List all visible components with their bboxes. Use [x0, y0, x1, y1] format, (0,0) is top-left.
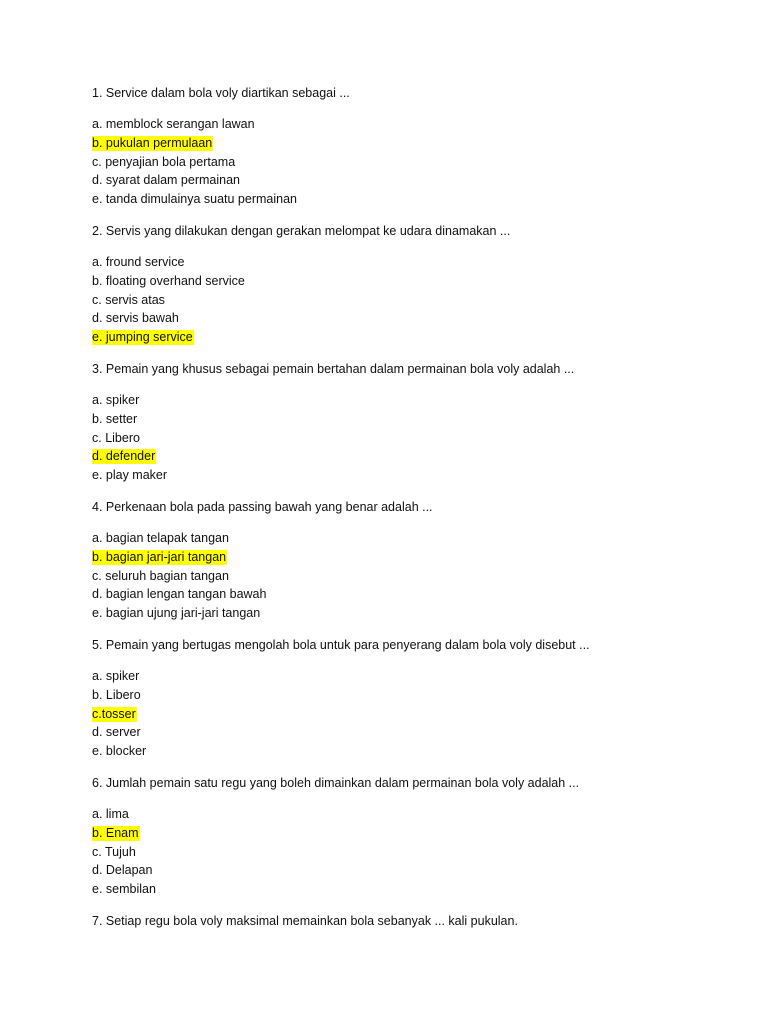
question-block-5 — [92, 636, 732, 761]
option-a: a. spiker — [92, 668, 140, 683]
answer-options — [92, 115, 732, 209]
option-d: d. bagian lengan tangan bawah — [92, 587, 267, 602]
option-b: b. floating overhand service — [92, 273, 245, 288]
option-b-highlighted: b. bagian jari-jari tangan — [92, 549, 227, 564]
answer-options — [92, 391, 732, 485]
question-text: 1. Service dalam bola voly diartikan sebagai ... — [92, 86, 350, 100]
question-text: 6. Jumlah pemain satu regu yang boleh dimainkan dalam permainan bola voly adalah ... — [92, 775, 580, 790]
option-d: d. Delapan — [92, 863, 153, 878]
question-text: 2. Servis yang dilakukan dengan gerakan melompat ke udara dinamakan ... — [92, 223, 511, 238]
option-c: c. penyajian bola pertama — [92, 154, 236, 169]
option-b-highlighted: b. pukulan permulaan — [92, 135, 213, 150]
option-c: c. servis atas — [92, 292, 165, 307]
option-c-highlighted: c.tosser — [92, 706, 136, 721]
option-d: d. syarat dalam permainan — [92, 173, 240, 188]
question-text: 7. Setiap regu bola voly maksimal memainkan bola sebanyak ... kali pukulan. — [92, 913, 518, 928]
option-c: c. Tujuh — [92, 844, 136, 859]
question-text: 3. Pemain yang khusus sebagai pemain bertahan dalam permainan bola voly adalah ... — [92, 361, 575, 376]
option-c: c. Libero — [92, 430, 140, 445]
option-a: a. bagian telapak tangan — [92, 530, 229, 545]
option-e: e. blocker — [92, 744, 147, 759]
option-e: e. play maker — [92, 468, 168, 483]
answer-options — [92, 529, 732, 623]
option-b: b. Libero — [92, 687, 141, 702]
option-c: c. seluruh bagian tangan — [92, 568, 229, 583]
option-d: d. server — [92, 725, 141, 740]
question-block-2 — [92, 222, 732, 347]
option-a: a. lima — [92, 806, 129, 821]
answer-options — [92, 667, 732, 761]
question-block-1 — [92, 84, 732, 209]
option-a: a. memblock serangan lawan — [92, 117, 255, 131]
quiz-page — [92, 84, 732, 943]
option-e: e. sembilan — [92, 882, 156, 897]
option-e-highlighted: e. jumping service — [92, 330, 193, 345]
option-a: a. spiker — [92, 392, 140, 407]
question-text: 4. Perkenaan bola pada passing bawah yang benar adalah ... — [92, 499, 433, 514]
option-d-highlighted: d. defender — [92, 449, 156, 464]
option-b: b. setter — [92, 411, 138, 426]
question-block-4 — [92, 498, 732, 623]
question-block-7 — [92, 912, 732, 930]
question-block-6 — [92, 774, 732, 899]
question-block-3 — [92, 360, 732, 485]
answer-options — [92, 805, 732, 899]
option-b-highlighted: b. Enam — [92, 825, 139, 840]
option-d: d. servis bawah — [92, 311, 179, 326]
option-e: e. bagian ujung jari-jari tangan — [92, 606, 261, 621]
question-text: 5. Pemain yang bertugas mengolah bola untuk para penyerang dalam bola voly disebut ... — [92, 637, 590, 652]
option-a: a. fround service — [92, 254, 185, 269]
answer-options — [92, 253, 732, 347]
option-e: e. tanda dimulainya suatu permainan — [92, 192, 297, 207]
